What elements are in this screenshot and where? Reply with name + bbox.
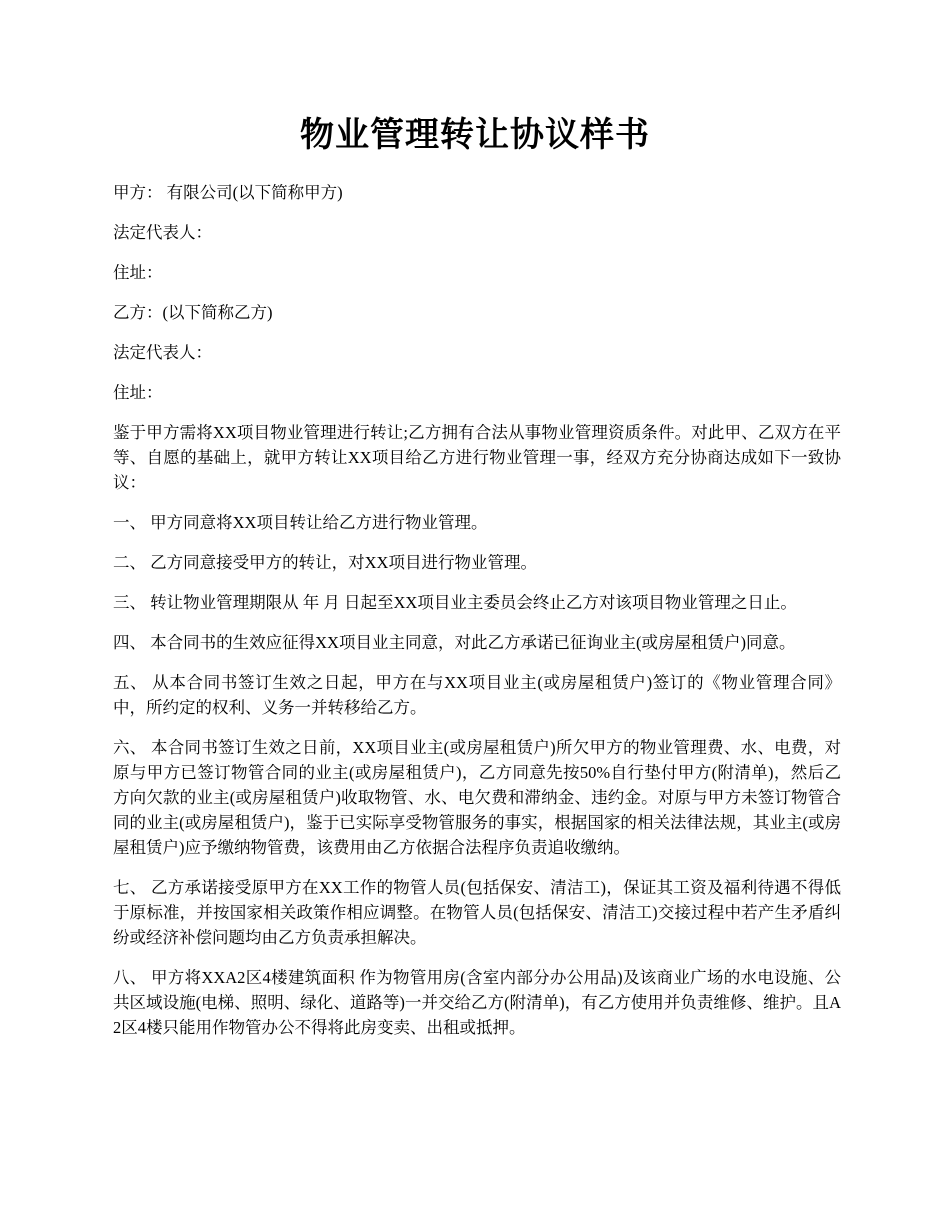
clause-7: 七、 乙方承诺接受原甲方在XX工作的物管人员(包括保安、清洁工)，保证其工资及福利待遇不得低于原标准，并按国家相关政策作相应调整。在物管人员(包括保安、清洁工)交接过程中若产生矛盾纠纷或经济补偿问题均由乙方负责承担解决。 [113,878,841,947]
clause-6: 六、 本合同书签订生效之日前，XX项目业主(或房屋租赁户)所欠甲方的物业管理费、水、电费，对原与甲方已签订物管合同的业主(或房屋租赁户)，乙方同意先按50%自行垫付甲方(附清单)，然后乙方向欠款的业主(或房屋租赁户)收取物管、水、电欠费和滞纳金、违约金。对原与甲方未签订物管合同的业主(或房屋租赁户)，鉴于已实际享受物管服务的事实，根据国家的相关法律法规，其业主(或房屋租赁户)应予缴纳物管费，该费用由乙方依据合法程序负责追收缴纳。 [113,738,841,857]
clause-1: 一、 甲方同意将XX项目转让给乙方进行物业管理。 [113,513,488,532]
clause-4: 四、 本合同书的生效应征得XX项目业主同意，对此乙方承诺已征询业主(或房屋租赁户)同意。 [113,633,796,652]
clause-5: 五、 从本合同书签订生效之日起，甲方在与XX项目业主(或房屋租赁户)签订的《物业管理合同》中，所约定的权利、义务一并转移给乙方。 [113,673,841,717]
party-b-legal-representative: 法定代表人： [113,343,212,362]
preamble-paragraph: 鉴于甲方需将XX项目物业管理进行转让;乙方拥有合法从事物业管理资质条件。对此甲、乙双方在平等、自愿的基础上，就甲方转让XX项目给乙方进行物业管理一事，经双方充分协商达成如下一致协议： [113,423,841,492]
party-a-name: 甲方： 有限公司(以下简称甲方) [113,183,343,202]
party-b-address: 住址： [113,383,163,402]
clause-3: 三、 转让物业管理期限从 年 月 日起至XX项目业主委员会终止乙方对该项目物业管理之日止。 [113,593,797,612]
party-a-legal-representative: 法定代表人： [113,223,212,242]
document-body [113,180,841,1055]
party-a-address: 住址： [113,263,163,282]
clause-2: 二、 乙方同意接受甲方的转让，对XX项目进行物业管理。 [113,553,537,572]
document-title: 物业管理转让协议样书 [300,117,650,154]
party-b-name: 乙方：(以下简称乙方) [113,303,273,322]
clause-8: 八、 甲方将XXA2区4楼建筑面积 作为物管用房(含室内部分办公用品)及该商业广场的水电设施、公共区域设施(电梯、照明、绿化、道路等)一并交给乙方(附清单)，有乙方使用并负责维修、维护。且A2区4楼只能用作物管办公不得将此房变卖、出租或抵押。 [113,968,841,1037]
